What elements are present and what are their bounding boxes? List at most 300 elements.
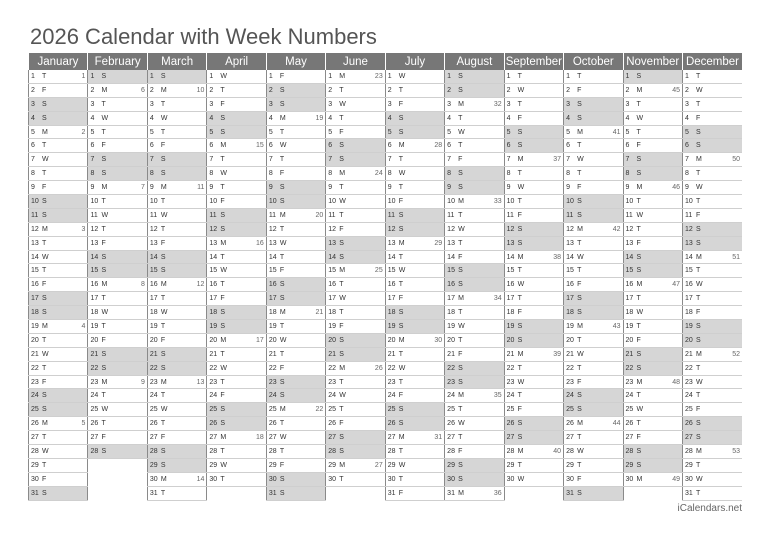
day-cell — [88, 292, 147, 306]
day-number: 21 — [268, 350, 277, 358]
day-number: 16 — [90, 281, 99, 289]
weekday-letter: T — [160, 295, 166, 303]
weekday-letter: T — [339, 475, 344, 483]
day-cell — [564, 389, 623, 403]
weekday-letter: S — [636, 72, 642, 80]
day-number: 20 — [328, 336, 337, 344]
day-row — [29, 70, 743, 83]
day-row — [29, 153, 743, 167]
day-cell — [385, 320, 444, 334]
day-cell — [147, 97, 206, 111]
day-number: 31 — [149, 489, 158, 497]
day-number: 16 — [625, 281, 634, 289]
day-cell — [326, 333, 385, 347]
day-number: 3 — [387, 100, 392, 108]
day-number: 19 — [209, 322, 218, 330]
weekday-letter: T — [279, 420, 285, 428]
day-number: 15 — [447, 267, 455, 275]
day-number: 20 — [566, 336, 574, 344]
day-cell — [564, 403, 623, 417]
weekday-letter: S — [398, 225, 404, 233]
weekday-letter: S — [577, 392, 582, 400]
weekday-letter: S — [577, 100, 582, 108]
weekday-letter: F — [398, 100, 403, 108]
day-cell — [147, 139, 206, 153]
weekday-letter: F — [636, 239, 641, 247]
day-number: 15 — [149, 267, 158, 275]
weekday-letter: T — [458, 336, 463, 344]
weekday-letter: F — [398, 295, 403, 303]
weekday-letter: T — [220, 156, 225, 164]
day-number: 25 — [328, 406, 337, 414]
day-cell — [564, 153, 623, 167]
day-cell — [445, 236, 504, 250]
weekday-letter: S — [695, 128, 701, 136]
day-number: 31 — [387, 489, 396, 497]
weekday-letter: T — [160, 420, 166, 428]
day-cell — [564, 292, 623, 306]
day-number: 14 — [328, 253, 337, 261]
day-number: 18 — [447, 309, 455, 317]
day-number: 8 — [209, 170, 214, 178]
day-number: 20 — [31, 336, 39, 344]
weekday-letter: S — [517, 336, 523, 344]
day-number: 24 — [328, 392, 337, 400]
weekday-letter: W — [398, 364, 406, 372]
weekday-letter: T — [279, 156, 285, 164]
day-cell — [88, 250, 147, 264]
day-cell — [564, 111, 623, 125]
empty-cell — [504, 486, 563, 500]
day-cell — [445, 472, 504, 486]
weekday-letter: T — [577, 461, 582, 469]
empty-cell — [88, 458, 147, 472]
weekday-letter: T — [577, 142, 582, 150]
day-number: 4 — [625, 114, 630, 122]
day-number: 11 — [268, 211, 277, 219]
day-cell — [682, 278, 742, 292]
day-number: 12 — [684, 225, 693, 233]
day-cell — [504, 306, 563, 320]
day-cell — [623, 167, 682, 181]
week-number: 33 — [493, 197, 502, 205]
weekday-letter: W — [101, 309, 109, 317]
day-cell — [326, 70, 385, 83]
weekday-letter: S — [636, 170, 642, 178]
weekday-letter: W — [517, 184, 525, 192]
weekday-letter: F — [220, 295, 225, 303]
week-number: 17 — [256, 336, 264, 344]
day-number: 20 — [625, 336, 634, 344]
month-header: December — [682, 53, 742, 70]
week-number: 13 — [196, 378, 205, 386]
day-cell — [207, 181, 266, 195]
day-cell — [207, 208, 266, 222]
weekday-letter: W — [101, 114, 109, 122]
weekday-letter: S — [279, 86, 285, 94]
day-number: 18 — [566, 309, 574, 317]
day-cell — [88, 278, 147, 292]
weekday-letter: T — [42, 461, 47, 469]
weekday-letter: W — [160, 211, 168, 219]
day-cell — [445, 97, 504, 111]
day-cell — [682, 195, 742, 209]
day-cell — [385, 333, 444, 347]
day-number: 15 — [684, 267, 693, 275]
weekday-letter: T — [636, 128, 641, 136]
day-cell — [504, 195, 563, 209]
day-cell — [682, 417, 742, 431]
weekday-letter: F — [160, 336, 166, 344]
day-number: 5 — [387, 128, 392, 136]
weekday-letter: S — [636, 156, 642, 164]
day-cell — [504, 320, 563, 334]
day-number: 8 — [684, 170, 689, 178]
day-number: 11 — [387, 211, 395, 219]
day-number: 8 — [268, 170, 273, 178]
week-number: 25 — [374, 267, 383, 275]
weekday-letter: S — [220, 309, 226, 317]
week-number: 10 — [196, 86, 205, 94]
day-number: 17 — [387, 295, 396, 303]
day-number: 24 — [268, 392, 277, 400]
day-cell — [623, 333, 682, 347]
day-row — [29, 181, 743, 195]
day-number: 17 — [328, 295, 337, 303]
day-cell — [445, 83, 504, 97]
day-cell — [564, 445, 623, 459]
day-number: 25 — [506, 406, 515, 414]
day-cell — [504, 181, 563, 195]
day-cell — [623, 222, 682, 236]
day-cell — [564, 458, 623, 472]
day-number: 14 — [684, 253, 693, 261]
weekday-letter: S — [458, 170, 463, 178]
day-number: 16 — [566, 281, 574, 289]
weekday-letter: M — [279, 406, 286, 414]
empty-cell — [88, 486, 147, 500]
day-cell — [207, 153, 266, 167]
day-number: 27 — [209, 434, 218, 442]
weekday-letter: W — [42, 156, 49, 164]
day-cell — [266, 333, 325, 347]
weekday-letter: T — [339, 184, 344, 192]
weekday-letter: S — [577, 295, 582, 303]
day-number: 18 — [149, 309, 158, 317]
weekday-letter: S — [101, 72, 107, 80]
weekday-letter: M — [160, 184, 167, 192]
day-number: 12 — [209, 225, 218, 233]
day-number: 27 — [268, 434, 277, 442]
day-row — [29, 278, 743, 292]
day-cell — [623, 417, 682, 431]
weekday-letter: S — [339, 336, 344, 344]
day-number: 9 — [209, 184, 214, 192]
day-cell — [29, 320, 88, 334]
weekday-letter: T — [695, 197, 701, 205]
day-number: 29 — [149, 461, 158, 469]
day-cell — [88, 347, 147, 361]
weekday-letter: S — [279, 197, 285, 205]
day-number: 21 — [209, 350, 218, 358]
weekday-letter: T — [636, 322, 641, 330]
weekday-letter: S — [577, 406, 582, 414]
day-number: 26 — [90, 420, 99, 428]
day-cell — [385, 83, 444, 97]
day-cell — [88, 208, 147, 222]
day-cell — [623, 125, 682, 139]
day-cell — [385, 264, 444, 278]
day-cell — [326, 181, 385, 195]
day-cell — [623, 83, 682, 97]
day-cell — [385, 361, 444, 375]
day-cell — [29, 458, 88, 472]
day-cell — [88, 320, 147, 334]
day-number: 10 — [268, 197, 277, 205]
day-number: 24 — [684, 392, 693, 400]
day-number: 6 — [506, 142, 511, 150]
weekday-letter: S — [279, 392, 285, 400]
weekday-letter: W — [339, 100, 346, 108]
day-cell — [207, 83, 266, 97]
weekday-letter: S — [279, 100, 285, 108]
weekday-letter: W — [220, 461, 227, 469]
day-number: 27 — [31, 434, 39, 442]
day-number: 10 — [209, 197, 218, 205]
day-number: 23 — [684, 378, 693, 386]
week-number: 19 — [315, 114, 324, 122]
day-number: 11 — [506, 211, 514, 219]
day-cell — [29, 111, 88, 125]
weekday-letter: W — [160, 114, 168, 122]
day-cell — [207, 417, 266, 431]
day-cell — [266, 458, 325, 472]
day-number: 28 — [268, 447, 277, 455]
day-row — [29, 417, 743, 431]
weekday-letter: T — [279, 322, 285, 330]
weekday-letter: T — [636, 392, 641, 400]
day-number: 7 — [328, 156, 333, 164]
day-number: 8 — [149, 170, 154, 178]
day-row — [29, 445, 743, 459]
day-number: 19 — [268, 322, 277, 330]
day-number: 19 — [387, 322, 396, 330]
week-number: 22 — [315, 406, 324, 414]
weekday-letter: M — [339, 364, 346, 372]
day-number: 12 — [31, 225, 39, 233]
day-cell — [266, 375, 325, 389]
day-cell — [326, 208, 385, 222]
week-number: 46 — [672, 184, 680, 192]
weekday-letter: T — [695, 72, 701, 80]
weekday-letter: T — [636, 100, 641, 108]
day-cell — [88, 264, 147, 278]
week-number: 49 — [672, 475, 680, 483]
day-number: 3 — [506, 100, 511, 108]
day-number: 28 — [90, 447, 99, 455]
day-number: 28 — [149, 447, 158, 455]
day-cell — [88, 139, 147, 153]
weekday-letter: T — [220, 447, 225, 455]
weekday-letter: S — [398, 128, 404, 136]
day-cell — [326, 264, 385, 278]
day-cell — [504, 111, 563, 125]
weekday-letter: W — [398, 72, 406, 80]
day-cell — [682, 264, 742, 278]
weekday-letter: F — [339, 322, 344, 330]
day-cell — [88, 306, 147, 320]
weekday-letter: M — [458, 295, 465, 303]
weekday-letter: F — [636, 434, 641, 442]
weekday-letter: W — [339, 295, 346, 303]
weekday-letter: T — [160, 128, 166, 136]
day-number: 17 — [209, 295, 218, 303]
day-cell — [266, 417, 325, 431]
day-number: 3 — [90, 100, 95, 108]
calendar-body — [29, 70, 743, 500]
weekday-letter: W — [220, 72, 227, 80]
day-cell — [445, 264, 504, 278]
day-number: 29 — [209, 461, 218, 469]
week-number: 45 — [672, 86, 680, 94]
day-cell — [623, 278, 682, 292]
day-number: 18 — [268, 309, 277, 317]
day-number: 27 — [566, 434, 574, 442]
weekday-letter: T — [577, 267, 582, 275]
day-number: 7 — [209, 156, 214, 164]
week-number: 47 — [672, 281, 680, 289]
day-number: 10 — [566, 197, 574, 205]
day-cell — [266, 347, 325, 361]
weekday-letter: T — [695, 267, 701, 275]
day-cell — [504, 333, 563, 347]
day-number: 4 — [268, 114, 273, 122]
day-cell — [147, 83, 206, 97]
weekday-letter: S — [577, 211, 582, 219]
day-cell — [266, 97, 325, 111]
day-number: 3 — [566, 100, 570, 108]
day-number: 17 — [625, 295, 634, 303]
day-cell — [504, 361, 563, 375]
day-row — [29, 333, 743, 347]
day-cell — [682, 181, 742, 195]
weekday-letter: W — [458, 420, 465, 428]
day-cell — [326, 111, 385, 125]
month-header: September — [504, 53, 563, 70]
weekday-letter: S — [220, 420, 226, 428]
day-cell — [266, 292, 325, 306]
day-number: 29 — [31, 461, 39, 469]
day-cell — [564, 139, 623, 153]
day-cell — [88, 403, 147, 417]
weekday-letter: S — [517, 225, 523, 233]
day-cell — [147, 125, 206, 139]
weekday-letter: S — [339, 156, 344, 164]
day-number: 6 — [328, 142, 333, 150]
weekday-letter: W — [695, 184, 703, 192]
day-cell — [326, 320, 385, 334]
weekday-letter: S — [458, 72, 463, 80]
weekday-letter: F — [577, 378, 582, 386]
day-cell — [266, 320, 325, 334]
day-number: 30 — [31, 475, 39, 483]
day-number: 18 — [387, 309, 396, 317]
week-number: 23 — [374, 72, 383, 80]
day-number: 28 — [625, 447, 634, 455]
day-cell — [207, 389, 266, 403]
week-number: 21 — [315, 309, 324, 317]
day-row — [29, 375, 743, 389]
month-header: January — [29, 53, 88, 70]
day-number: 12 — [268, 225, 277, 233]
day-number: 4 — [684, 114, 689, 122]
day-cell — [623, 347, 682, 361]
weekday-letter: T — [458, 114, 463, 122]
weekday-letter: F — [458, 350, 463, 358]
weekday-letter: M — [517, 447, 524, 455]
empty-cell — [88, 472, 147, 486]
day-number: 11 — [447, 211, 455, 219]
weekday-letter: M — [517, 156, 524, 164]
page-title: 2026 Calendar with Week Numbers — [30, 24, 377, 49]
day-cell — [504, 70, 563, 83]
weekday-letter: S — [517, 239, 523, 247]
day-number: 7 — [684, 156, 689, 164]
day-cell — [682, 70, 742, 83]
weekday-letter: M — [458, 392, 465, 400]
weekday-letter: S — [695, 322, 701, 330]
weekday-letter: F — [160, 434, 166, 442]
day-cell — [266, 111, 325, 125]
weekday-letter: M — [220, 142, 227, 150]
weekday-letter: S — [458, 475, 463, 483]
day-row — [29, 431, 743, 445]
weekday-letter: F — [577, 475, 582, 483]
week-number: 26 — [374, 364, 383, 372]
weekday-letter: F — [517, 406, 522, 414]
weekday-letter: F — [695, 211, 701, 219]
day-number: 29 — [447, 461, 455, 469]
day-number: 7 — [149, 156, 154, 164]
weekday-letter: S — [695, 142, 701, 150]
day-cell — [147, 167, 206, 181]
weekday-letter: S — [101, 253, 107, 261]
weekday-letter: M — [577, 128, 583, 136]
weekday-letter: M — [636, 475, 643, 483]
weekday-letter: W — [398, 170, 406, 178]
day-number: 4 — [387, 114, 392, 122]
day-cell — [266, 208, 325, 222]
day-row — [29, 361, 743, 375]
day-number: 25 — [268, 406, 277, 414]
day-number: 15 — [328, 267, 337, 275]
weekday-letter: F — [695, 114, 701, 122]
day-number: 17 — [90, 295, 99, 303]
day-cell — [326, 417, 385, 431]
day-number: 16 — [684, 281, 693, 289]
weekday-letter: S — [339, 447, 344, 455]
weekday-letter: T — [101, 295, 106, 303]
week-number: 39 — [553, 350, 562, 358]
day-cell — [504, 83, 563, 97]
weekday-letter: S — [101, 364, 107, 372]
day-number: 30 — [268, 475, 277, 483]
day-cell — [147, 153, 206, 167]
day-cell — [266, 431, 325, 445]
weekday-letter: W — [517, 281, 525, 289]
week-number: 12 — [196, 281, 205, 289]
weekday-letter: T — [695, 461, 701, 469]
